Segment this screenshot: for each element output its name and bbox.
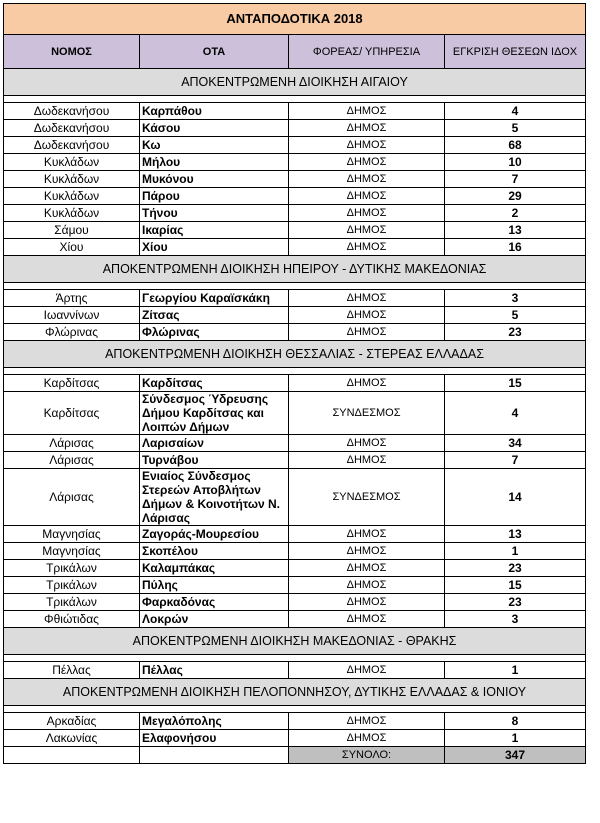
table-row [4, 307, 586, 324]
table-row [4, 713, 586, 730]
total-empty-2 [140, 747, 289, 764]
row-foreas: ΔΗΜΟΣ [289, 205, 445, 222]
total-label: ΣΥΝΟΛΟ: [289, 747, 445, 764]
row-value: 14 [445, 469, 586, 526]
table-row [4, 435, 586, 452]
row-nomos: Μαγνησίας [4, 526, 140, 543]
row-value: 5 [445, 120, 586, 137]
region-header-row [4, 69, 586, 96]
row-foreas: ΔΗΜΟΣ [289, 120, 445, 137]
row-nomos: Φλώρινας [4, 324, 140, 341]
row-foreas: ΔΗΜΟΣ [289, 222, 445, 239]
row-ota: Καρδίτσας [140, 375, 289, 392]
region-spacer [4, 368, 586, 375]
row-value: 15 [445, 375, 586, 392]
table-row [4, 375, 586, 392]
row-ota: Μυκόνου [140, 171, 289, 188]
table-row [4, 730, 586, 747]
row-value: 13 [445, 222, 586, 239]
table-row [4, 171, 586, 188]
row-value: 1 [445, 730, 586, 747]
table-row [4, 239, 586, 256]
spacer-cell [4, 96, 586, 103]
row-ota: Πύλης [140, 577, 289, 594]
row-value: 3 [445, 290, 586, 307]
row-nomos: Κυκλάδων [4, 205, 140, 222]
row-value: 2 [445, 205, 586, 222]
row-foreas: ΔΗΜΟΣ [289, 154, 445, 171]
row-nomos: Δωδεκανήσου [4, 103, 140, 120]
region-spacer [4, 655, 586, 662]
table-row [4, 154, 586, 171]
row-nomos: Μαγνησίας [4, 543, 140, 560]
row-value: 1 [445, 662, 586, 679]
row-ota: Γεωργίου Καραϊσκάκη [140, 290, 289, 307]
row-value: 23 [445, 594, 586, 611]
row-foreas: ΔΗΜΟΣ [289, 375, 445, 392]
row-value: 4 [445, 392, 586, 435]
allocation-table [3, 3, 586, 764]
region-spacer [4, 706, 586, 713]
row-ota: Πέλλας [140, 662, 289, 679]
row-foreas: ΔΗΜΟΣ [289, 543, 445, 560]
row-value: 29 [445, 188, 586, 205]
header-row [4, 35, 586, 69]
row-nomos: Δωδεκανήσου [4, 137, 140, 154]
row-value: 34 [445, 435, 586, 452]
row-value: 16 [445, 239, 586, 256]
row-nomos: Λάρισας [4, 469, 140, 526]
total-empty-1 [4, 747, 140, 764]
row-foreas: ΔΗΜΟΣ [289, 307, 445, 324]
region-name: ΑΠΟΚΕΝΤΡΩΜΕΝΗ ΔΙΟΙΚΗΣΗ ΘΕΣΣΑΛΙΑΣ - ΣΤΕΡΕΑΣ ΕΛΛΑΔΑΣ [4, 341, 586, 368]
row-value: 23 [445, 560, 586, 577]
row-foreas: ΔΗΜΟΣ [289, 290, 445, 307]
row-nomos: Καρδίτσας [4, 392, 140, 435]
allocation-table-wrapper [3, 3, 585, 764]
row-ota: Πάρου [140, 188, 289, 205]
region-spacer [4, 283, 586, 290]
row-value: 3 [445, 611, 586, 628]
table-row [4, 469, 586, 526]
table-row [4, 526, 586, 543]
row-foreas: ΔΗΜΟΣ [289, 435, 445, 452]
row-foreas: ΔΗΜΟΣ [289, 560, 445, 577]
row-foreas: ΔΗΜΟΣ [289, 103, 445, 120]
row-ota: Φλώρινας [140, 324, 289, 341]
row-foreas: ΔΗΜΟΣ [289, 324, 445, 341]
header-ota: ΟΤΑ [140, 35, 289, 69]
table-row [4, 324, 586, 341]
header-foreas: ΦΟΡΕΑΣ/ ΥΠΗΡΕΣΙΑ [289, 35, 445, 69]
row-ota: Κω [140, 137, 289, 154]
table-row [4, 594, 586, 611]
row-nomos: Κυκλάδων [4, 154, 140, 171]
table-row [4, 611, 586, 628]
row-value: 23 [445, 324, 586, 341]
row-ota: Ζαγοράς-Μουρεσίου [140, 526, 289, 543]
row-value: 8 [445, 713, 586, 730]
row-foreas: ΣΥΝΔΕΣΜΟΣ [289, 392, 445, 435]
row-foreas: ΔΗΜΟΣ [289, 188, 445, 205]
row-value: 4 [445, 103, 586, 120]
row-nomos: Τρικάλων [4, 594, 140, 611]
row-ota: Τυρνάβου [140, 452, 289, 469]
row-value: 7 [445, 452, 586, 469]
row-value: 7 [445, 171, 586, 188]
row-ota: Καλαμπάκας [140, 560, 289, 577]
row-nomos: Ιωαννίνων [4, 307, 140, 324]
row-value: 68 [445, 137, 586, 154]
title-row [4, 4, 586, 35]
row-ota: Ελαφονήσου [140, 730, 289, 747]
row-foreas: ΔΗΜΟΣ [289, 239, 445, 256]
spacer-cell [4, 368, 586, 375]
row-ota: Καρπάθου [140, 103, 289, 120]
region-header-row [4, 341, 586, 368]
row-nomos: Σάμου [4, 222, 140, 239]
row-foreas: ΣΥΝΔΕΣΜΟΣ [289, 469, 445, 526]
spacer-cell [4, 283, 586, 290]
row-nomos: Πέλλας [4, 662, 140, 679]
header-egkrisi: ΕΓΚΡΙΣΗ ΘΕΣΕΩΝ ΙΔΟΧ [445, 35, 586, 69]
row-foreas: ΔΗΜΟΣ [289, 137, 445, 154]
table-row [4, 560, 586, 577]
row-nomos: Χίου [4, 239, 140, 256]
total-value: 347 [445, 747, 586, 764]
row-ota: Σκοπέλου [140, 543, 289, 560]
table-row [4, 103, 586, 120]
region-spacer [4, 96, 586, 103]
row-foreas: ΔΗΜΟΣ [289, 171, 445, 188]
table-row [4, 205, 586, 222]
row-foreas: ΔΗΜΟΣ [289, 730, 445, 747]
header-nomos: ΝΟΜΟΣ [4, 35, 140, 69]
document-title: ΑΝΤΑΠΟΔΟΤΙΚΑ 2018 [4, 4, 586, 35]
row-foreas: ΔΗΜΟΣ [289, 662, 445, 679]
row-ota: Ικαρίας [140, 222, 289, 239]
region-name: ΑΠΟΚΕΝΤΡΩΜΕΝΗ ΔΙΟΙΚΗΣΗ ΑΙΓΑΙΟΥ [4, 69, 586, 96]
row-foreas: ΔΗΜΟΣ [289, 452, 445, 469]
row-foreas: ΔΗΜΟΣ [289, 713, 445, 730]
row-ota: Φαρκαδόνας [140, 594, 289, 611]
spacer-cell [4, 655, 586, 662]
region-header-row [4, 679, 586, 706]
row-nomos: Λάρισας [4, 435, 140, 452]
table-row [4, 543, 586, 560]
row-value: 5 [445, 307, 586, 324]
region-header-row [4, 256, 586, 283]
region-name: ΑΠΟΚΕΝΤΡΩΜΕΝΗ ΔΙΟΙΚΗΣΗ ΠΕΛΟΠΟΝΝΗΣΟΥ, ΔΥΤΙΚΗΣ ΕΛΛΑΔΑΣ & ΙΟΝΙΟΥ [4, 679, 586, 706]
row-ota: Τήνου [140, 205, 289, 222]
table-row [4, 188, 586, 205]
row-ota: Λοκρών [140, 611, 289, 628]
row-foreas: ΔΗΜΟΣ [289, 611, 445, 628]
region-header-row [4, 628, 586, 655]
row-ota: Κάσου [140, 120, 289, 137]
row-nomos: Κυκλάδων [4, 188, 140, 205]
row-nomos: Δωδεκανήσου [4, 120, 140, 137]
table-row [4, 222, 586, 239]
row-value: 13 [445, 526, 586, 543]
row-ota: Λαρισαίων [140, 435, 289, 452]
row-nomos: Αρκαδίας [4, 713, 140, 730]
row-value: 10 [445, 154, 586, 171]
row-value: 1 [445, 543, 586, 560]
row-value: 15 [445, 577, 586, 594]
table-row [4, 120, 586, 137]
allocation-table-body [4, 4, 586, 764]
row-nomos: Άρτης [4, 290, 140, 307]
spacer-cell [4, 706, 586, 713]
row-foreas: ΔΗΜΟΣ [289, 577, 445, 594]
row-ota: Χίου [140, 239, 289, 256]
row-foreas: ΔΗΜΟΣ [289, 526, 445, 543]
region-name: ΑΠΟΚΕΝΤΡΩΜΕΝΗ ΔΙΟΙΚΗΣΗ ΗΠΕΙΡΟΥ - ΔΥΤΙΚΗΣ ΜΑΚΕΔΟΝΙΑΣ [4, 256, 586, 283]
total-row [4, 747, 586, 764]
row-ota: Μεγαλόπολης [140, 713, 289, 730]
row-ota: Σύνδεσμος Ύδρευσης Δήμου Καρδίτσας και Λοιπών Δήμων [140, 392, 289, 435]
row-nomos: Κυκλάδων [4, 171, 140, 188]
row-nomos: Καρδίτσας [4, 375, 140, 392]
row-ota: Ζίτσας [140, 307, 289, 324]
table-row [4, 662, 586, 679]
row-nomos: Τρικάλων [4, 577, 140, 594]
region-name: ΑΠΟΚΕΝΤΡΩΜΕΝΗ ΔΙΟΙΚΗΣΗ ΜΑΚΕΔΟΝΙΑΣ - ΘΡΑΚΗΣ [4, 628, 586, 655]
row-nomos: Φθιώτιδας [4, 611, 140, 628]
row-foreas: ΔΗΜΟΣ [289, 594, 445, 611]
table-row [4, 452, 586, 469]
row-nomos: Λάρισας [4, 452, 140, 469]
row-ota: Μήλου [140, 154, 289, 171]
table-row [4, 392, 586, 435]
table-row [4, 577, 586, 594]
row-nomos: Λακωνίας [4, 730, 140, 747]
row-ota: Ενιαίος Σύνδεσμος Στερεών Αποβλήτων Δήμων & Κοινοτήτων Ν. Λάρισας [140, 469, 289, 526]
row-nomos: Τρικάλων [4, 560, 140, 577]
table-row [4, 137, 586, 154]
table-row [4, 290, 586, 307]
